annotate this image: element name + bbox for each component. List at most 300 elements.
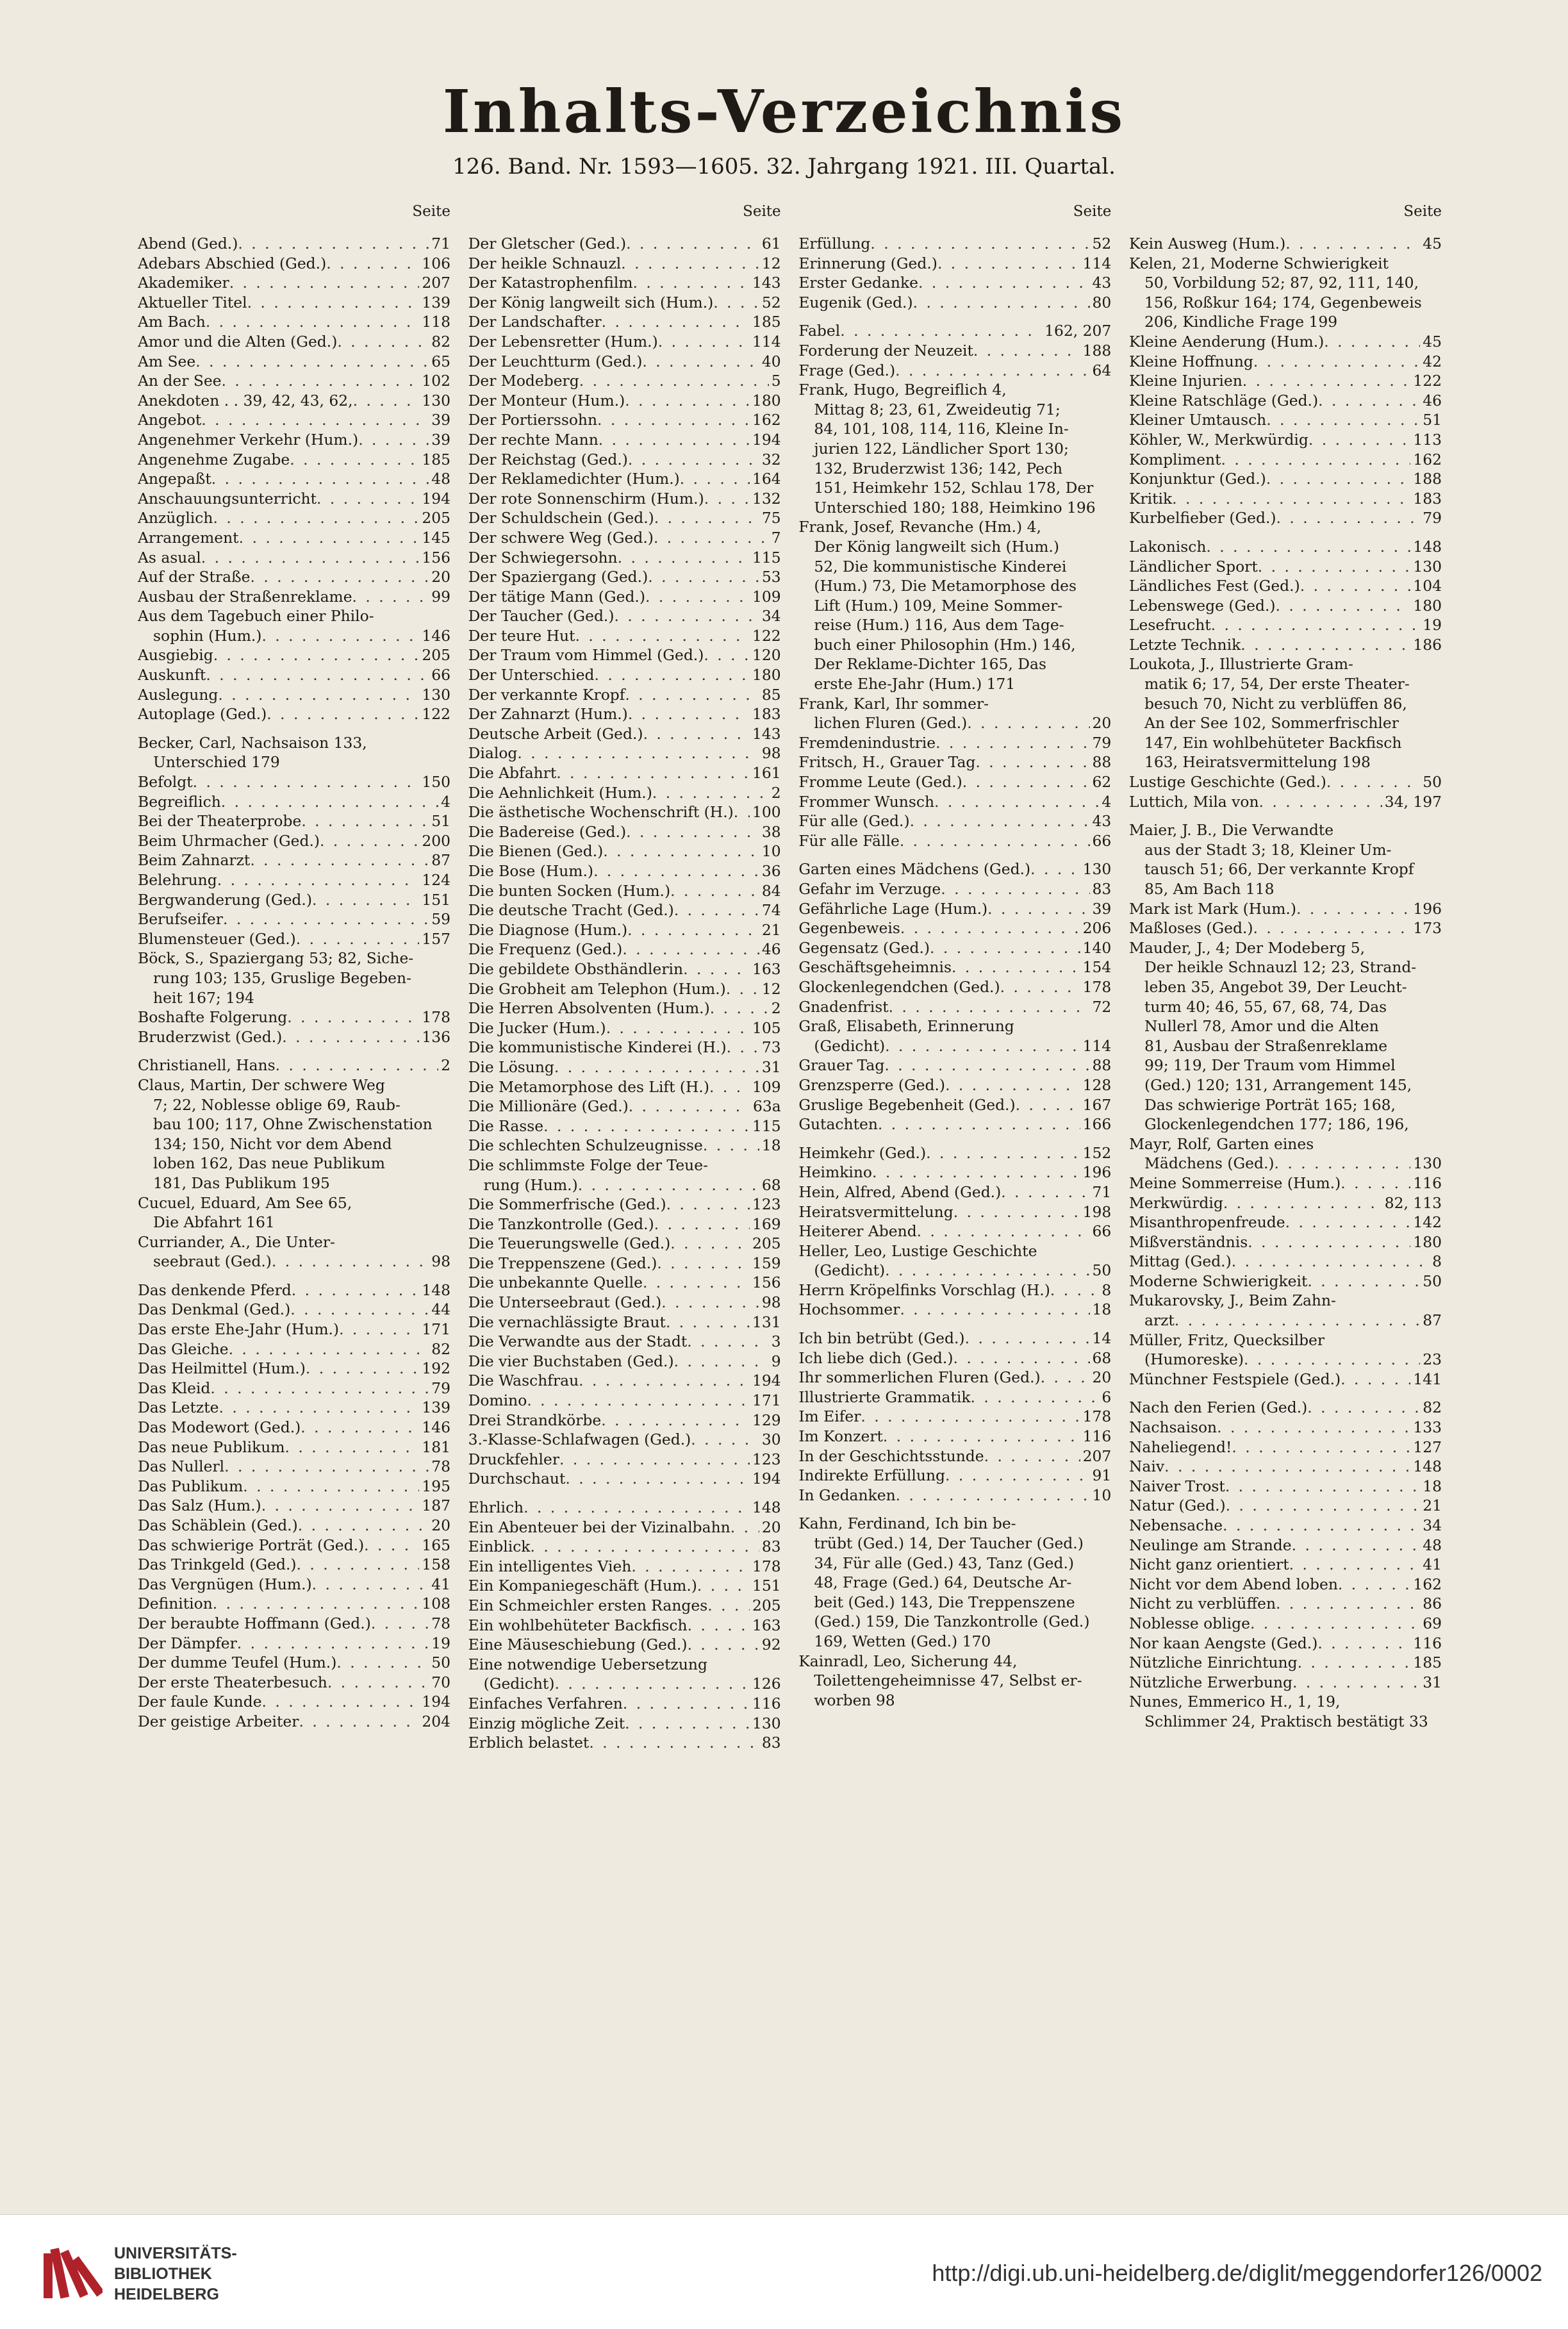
entry-page-number: 140: [1082, 938, 1112, 957]
entry-title: Domino: [468, 1391, 527, 1410]
entry-title: Bei der Theaterprobe: [138, 812, 302, 831]
entry-title: Der geistige Arbeiter: [138, 1712, 299, 1730]
index-entry: [138, 1594, 450, 1614]
dot-leader: [973, 341, 1080, 361]
entry-title: Belehrung: [138, 871, 217, 889]
entry-title: Beim Zahnarzt: [138, 851, 251, 870]
dot-leader: [210, 1379, 429, 1398]
index-entry: [798, 1095, 1111, 1115]
entry-page-number: 105: [752, 1018, 781, 1037]
entry-page-number: 2: [771, 783, 781, 802]
entry-title: Frank, Karl, Ihr sommer-: [798, 694, 989, 713]
index-entry: [468, 1596, 781, 1616]
index-entry: [468, 548, 781, 568]
entry-title: Die Abfahrt: [468, 764, 557, 783]
index-entry: [468, 1234, 781, 1254]
dot-leader: [661, 1293, 759, 1313]
entry-page-number: 122: [752, 626, 781, 645]
entry-title: Christianell, Hans: [138, 1056, 276, 1075]
entry-page-number: 162, 207: [1044, 322, 1112, 340]
entry-page-number: 180: [752, 666, 781, 684]
entry-title: Einzig mögliche Zeit: [468, 1714, 625, 1732]
index-entry: [798, 1036, 1111, 1056]
dot-leader: [296, 929, 420, 949]
entry-title: 99; 119, Der Traum vom Himmel: [1144, 1056, 1396, 1075]
entry-page-number: 46: [1423, 391, 1442, 410]
entry-page-number: 85: [761, 685, 781, 704]
entry-page-number: 23: [1423, 1350, 1442, 1369]
entry-page-number: 21: [761, 920, 781, 939]
index-entry: [468, 940, 781, 959]
entry-title: Das Schäblein (Ged.): [138, 1516, 298, 1534]
dot-leader: [934, 792, 1099, 812]
index-entry: [1129, 1555, 1442, 1575]
index-entry: [138, 733, 450, 753]
entry-page-number: 128: [1082, 1075, 1112, 1094]
entry-page-number: 87: [1423, 1311, 1442, 1330]
index-entry: [798, 713, 1111, 733]
index-entry: [468, 1332, 781, 1352]
index-entry: [798, 400, 1111, 420]
index-column-3: [798, 202, 1111, 2157]
entry-page-number: 45: [1423, 332, 1442, 351]
entry-page-number: 9: [771, 1352, 781, 1370]
dot-leader: [1341, 1370, 1410, 1389]
entry-page-number: 122: [1413, 372, 1442, 390]
entry-title: Der rechte Mann: [468, 430, 598, 449]
index-entry: [468, 783, 781, 803]
section-gap: [138, 1272, 450, 1281]
index-entry: [798, 1281, 1111, 1300]
index-entry: [468, 1694, 781, 1714]
library-name[interactable]: [114, 2243, 237, 2305]
entry-page-number: 14: [1092, 1329, 1112, 1348]
dot-leader: [688, 1635, 759, 1655]
entry-page-number: 61: [761, 235, 781, 253]
entry-page-number: 164: [752, 470, 781, 488]
entry-title: Graß, Elisabeth, Erinnerung: [798, 1017, 1014, 1036]
index-entry: [138, 685, 450, 705]
entry-page-number: 98: [761, 1293, 781, 1312]
entry-title: Gefährliche Lage (Hum.): [798, 899, 988, 918]
index-entry: [138, 811, 450, 831]
dot-leader: [633, 273, 750, 293]
entry-title: Ihr sommerlichen Fluren (Ged.): [798, 1368, 1041, 1387]
index-entry: [1129, 977, 1442, 997]
dot-leader: [1289, 1555, 1421, 1575]
entry-title: Kahn, Ferdinand, Ich bin be-: [798, 1514, 1016, 1533]
entry-title: Erfüllung: [798, 235, 871, 253]
index-entry: [798, 918, 1111, 938]
entry-page-number: 188: [1082, 341, 1112, 360]
index-entry: [468, 1214, 781, 1234]
entry-page-number: 163: [752, 959, 781, 978]
dot-leader: [276, 1056, 439, 1075]
entry-page-number: 44: [431, 1300, 450, 1319]
entry-title: Der heikle Schnauzl: [468, 254, 622, 272]
index-entry: [138, 567, 450, 587]
entry-page-number: 146: [422, 1418, 450, 1437]
dot-leader: [250, 850, 429, 870]
index-entry: [798, 977, 1111, 997]
entry-title: Herrn Kröpelfinks Vorschlag (H.): [798, 1281, 1050, 1299]
dot-leader: [206, 665, 429, 685]
index-entry: [798, 772, 1111, 792]
index-entry: [468, 1254, 781, 1273]
entry-page-number: 50: [1423, 773, 1442, 792]
dot-leader: [1259, 792, 1382, 812]
index-entry: [468, 489, 781, 509]
dot-leader: [1285, 234, 1420, 254]
entry-page-number: 192: [422, 1359, 450, 1378]
dot-leader: [238, 234, 429, 254]
entry-title: 156, Roßkur 164; 174, Gegenbeweis: [1144, 293, 1422, 311]
entry-page-number: 106: [422, 254, 450, 272]
entry-title: Die Sommerfrische (Ged.): [468, 1195, 666, 1214]
index-entry: [138, 508, 450, 528]
entry-page-number: 8: [1432, 1252, 1442, 1271]
entry-title: Ein wohlbehüteter Backfisch: [468, 1616, 688, 1634]
entry-page-number: 124: [422, 871, 450, 889]
index-entry: [1129, 957, 1442, 977]
entry-title: 52, Die kommunistische Kinderei: [814, 557, 1067, 576]
entry-title: besuch 70, Nicht zu verblüffen 86,: [1144, 694, 1407, 713]
dot-leader: [691, 1430, 759, 1450]
entry-title: Hochsommer: [798, 1300, 900, 1319]
index-entry: [1129, 918, 1442, 938]
entry-page-number: 207: [1082, 1446, 1112, 1465]
entry-page-number: 178: [422, 1008, 450, 1027]
entry-title: Durchschaut: [468, 1470, 566, 1488]
index-entry: [468, 626, 781, 646]
dot-leader: [1206, 537, 1410, 557]
index-entry: [138, 1712, 450, 1732]
index-entry: [138, 1477, 450, 1496]
index-entry: [1129, 840, 1442, 860]
book-shelf-icon[interactable]: [38, 2241, 103, 2305]
entry-page-number: 79: [1092, 733, 1112, 752]
index-entry: [468, 1293, 781, 1313]
dot-leader: [579, 371, 769, 391]
index-entry: [468, 1038, 781, 1057]
entry-title: (Gedicht): [483, 1675, 555, 1693]
dot-leader: [595, 665, 750, 685]
index-entry: [138, 430, 450, 450]
dot-leader: [734, 802, 750, 822]
entry-title: Die Treppenszene (Ged.): [468, 1254, 657, 1272]
dot-leader: [251, 567, 429, 587]
entry-title: Nullerl 78, Amor und die Alten: [1144, 1017, 1379, 1036]
entry-title: Anschauungsunterricht: [138, 489, 317, 508]
entry-title: Der Traum vom Himmel (Ged.): [468, 646, 704, 665]
dot-leader: [195, 352, 429, 372]
index-entry: [1129, 635, 1442, 655]
index-entry: [1129, 1614, 1442, 1634]
index-entry: [1129, 1673, 1442, 1693]
dot-leader: [628, 450, 759, 470]
entry-title: Konjunktur (Ged.): [1128, 470, 1266, 488]
dot-leader: [895, 361, 1089, 381]
index-entry: [1129, 859, 1442, 879]
entry-title: Gutachten: [798, 1115, 878, 1134]
entry-title: Der König langweilt sich (Hum.): [468, 293, 714, 311]
entry-title: Maier, J. B., Die Verwandte: [1128, 821, 1334, 840]
entry-title: Ausgiebig: [138, 646, 213, 665]
dot-leader: [926, 1143, 1080, 1163]
dot-leader: [900, 831, 1090, 851]
dot-leader: [1308, 430, 1410, 450]
index-entry: [138, 1379, 450, 1398]
index-entry: [1129, 1016, 1442, 1036]
entry-title: Das neue Publikum: [138, 1438, 285, 1456]
entry-page-number: 66: [431, 666, 450, 684]
entry-title: Das schwierige Porträt (Ged.): [138, 1536, 365, 1554]
dot-leader: [282, 1027, 419, 1047]
entry-page-number: 115: [752, 548, 781, 567]
entry-title: Kainradl, Leo, Sicherung 44,: [798, 1652, 1018, 1670]
index-entry: [798, 478, 1111, 498]
entry-title: Frank, Josef, Revanche (Hm.) 4,: [798, 518, 1041, 536]
entry-title: Der Dämpfer: [138, 1634, 237, 1652]
index-entry: [138, 1575, 450, 1595]
index-entry: [468, 1674, 781, 1694]
entry-title: Der dumme Teufel (Hum.): [138, 1654, 337, 1672]
index-entry: [1129, 1575, 1442, 1595]
dot-leader: [287, 1007, 419, 1027]
entry-title: Kurbelfieber (Ged.): [1128, 509, 1276, 527]
entry-page-number: 116: [1413, 1634, 1442, 1652]
dot-leader: [648, 567, 759, 587]
page-subtitle: 126. Band. Nr. 1593—1605. 32. Jahrgang 1921. III. Quartal.: [452, 154, 1116, 179]
entry-title: Der Schuldschein (Ged.): [468, 509, 654, 527]
index-entry: [798, 380, 1111, 400]
index-entry: [468, 1450, 781, 1470]
entry-title: Das Gleiche: [138, 1339, 229, 1358]
dot-leader: [709, 1077, 750, 1097]
entry-title: Mukarovsky, J., Beim Zahn-: [1128, 1291, 1336, 1310]
entry-title: Anekdoten . . 39, 42, 43, 62,: [138, 391, 353, 410]
entry-title: Misanthropenfreude: [1128, 1213, 1285, 1232]
index-entry: [138, 1496, 450, 1516]
entry-page-number: 39: [1092, 899, 1112, 918]
index-entry: [1129, 234, 1442, 254]
entry-page-number: 114: [752, 332, 781, 351]
dot-leader: [885, 1261, 1089, 1281]
index-entry: [1129, 371, 1442, 391]
entry-title: Die schlimmste Folge der Teue-: [468, 1156, 708, 1174]
entry-title: Die Abfahrt 161: [153, 1213, 275, 1232]
dot-leader: [206, 312, 420, 332]
entry-title: (Humoreske): [1144, 1350, 1244, 1369]
entry-title: Ausbau der Straßenreklame: [138, 587, 352, 606]
dot-leader: [674, 900, 759, 920]
entry-page-number: 132: [752, 489, 781, 508]
entry-page-number: 130: [1082, 860, 1112, 879]
index-entry: [138, 1075, 450, 1095]
index-entry: [138, 929, 450, 949]
column-header: Seite: [412, 203, 450, 220]
dot-leader: [261, 626, 419, 646]
entry-page-number: 156: [422, 548, 450, 567]
entry-title: Eine Mäuseschiebung (Ged.): [468, 1636, 688, 1654]
index-entry: [138, 1027, 450, 1047]
index-entry: [798, 1163, 1111, 1182]
dot-leader: [643, 1273, 750, 1293]
entry-page-number: 39: [431, 411, 450, 429]
index-entry: [798, 1115, 1111, 1134]
dot-leader: [936, 733, 1089, 753]
dot-leader: [670, 881, 759, 901]
index-entry: [798, 1075, 1111, 1095]
index-entry: [138, 988, 450, 1008]
dot-leader: [1175, 1311, 1420, 1330]
index-entry: [138, 606, 450, 626]
index-entry: [468, 1195, 781, 1214]
index-entry: [468, 704, 781, 724]
index-entry: [468, 234, 781, 254]
entry-page-number: 162: [1413, 450, 1442, 468]
dot-leader: [900, 918, 1080, 938]
index-entry: [138, 332, 450, 352]
entry-page-number: 130: [1413, 1154, 1442, 1173]
dot-leader: [703, 1136, 759, 1156]
entry-title: 181, Das Publikum 195: [153, 1173, 330, 1192]
index-entry: [1129, 1330, 1442, 1350]
dot-leader: [1250, 1614, 1420, 1634]
entry-title: Angenehmer Verkehr (Hum.): [138, 430, 359, 449]
dot-leader: [1318, 391, 1420, 411]
dot-leader: [1341, 1173, 1410, 1193]
entry-title: Das erste Ehe-Jahr (Hum.): [138, 1320, 340, 1339]
dot-leader: [913, 293, 1090, 313]
index-entry: [798, 254, 1111, 274]
dot-leader: [261, 1496, 420, 1516]
index-entry: [468, 1175, 781, 1195]
entry-title: Der beraubte Hoffmann (Ged.): [138, 1614, 371, 1632]
entry-title: Eine notwendige Uebersetzung: [468, 1655, 707, 1673]
index-entry: [798, 1427, 1111, 1446]
entry-page-number: 20: [431, 568, 450, 586]
entry-title: Curriander, A., Die Unter-: [138, 1232, 335, 1251]
entry-title: Illustrierte Grammatik: [798, 1388, 971, 1406]
entry-title: Der erste Theaterbesuch: [138, 1673, 327, 1691]
dot-leader: [299, 1712, 419, 1732]
entry-page-number: 83: [1092, 880, 1112, 898]
entry-title: Fritsch, H., Grauer Tag: [798, 753, 976, 772]
index-entry: [1129, 352, 1442, 372]
dot-leader: [727, 1038, 759, 1057]
index-entry: [468, 254, 781, 274]
entry-title: Die Unterseebraut (Ged.): [468, 1293, 662, 1312]
entry-page-number: 156: [752, 1273, 781, 1292]
entry-title: Aus dem Tagebuch einer Philo-: [138, 607, 374, 626]
index-entry: [1129, 1154, 1442, 1173]
entry-title: Lakonisch: [1128, 537, 1207, 556]
entry-title: Neulinge am Strande: [1128, 1536, 1292, 1554]
index-entry: [798, 899, 1111, 919]
dot-leader: [1223, 1516, 1420, 1536]
dot-leader: [707, 1596, 750, 1616]
entry-page-number: 118: [422, 313, 450, 331]
dot-leader: [704, 645, 750, 665]
dot-leader: [543, 1116, 750, 1136]
index-entry: [1129, 273, 1442, 293]
entry-page-number: 51: [1423, 411, 1442, 429]
index-entry: [138, 968, 450, 988]
entry-page-number: 183: [752, 705, 781, 724]
dot-leader: [603, 841, 759, 861]
entry-title: Mark ist Mark (Hum.): [1128, 899, 1296, 918]
entry-page-number: 83: [761, 1734, 781, 1752]
entry-page-number: 69: [1423, 1614, 1442, 1632]
entry-title: Bruderzwist (Ged.): [138, 1027, 283, 1046]
entry-title: Nor kaan Aengste (Ged.): [1128, 1634, 1318, 1652]
entry-page-number: 115: [752, 1116, 781, 1135]
index-entry: [138, 1213, 450, 1232]
dot-leader: [371, 1614, 429, 1634]
index-entry: [1129, 254, 1442, 274]
dot-leader: [704, 489, 750, 509]
dot-leader: [578, 1175, 759, 1195]
entry-page-number: 88: [1092, 753, 1112, 772]
entry-title: Die bunten Socken (Hum.): [468, 881, 671, 900]
index-entry: [1129, 1291, 1442, 1311]
index-entry: [1129, 489, 1442, 509]
index-entry: [1129, 508, 1442, 528]
dot-leader: [517, 743, 759, 763]
section-gap: [1129, 528, 1442, 537]
index-entry: [468, 959, 781, 979]
index-entry: [798, 293, 1111, 313]
index-entry: [1129, 1438, 1442, 1457]
permalink-url[interactable]: http://digi.ub.uni-heidelberg.de/diglit/meggendorfer126/0002: [932, 2260, 1542, 2286]
dot-leader: [290, 1300, 429, 1320]
dot-leader: [229, 273, 420, 293]
entry-title: Mittag (Ged.): [1128, 1252, 1232, 1271]
entry-title: Cucuel, Eduard, Am See 65,: [138, 1193, 352, 1212]
entry-title: 163, Heiratsvermittelung 198: [1144, 753, 1371, 772]
entry-title: Garten eines Mädchens (Ged.): [798, 860, 1031, 879]
entry-title: Ein intelligentes Vieh: [468, 1557, 632, 1575]
entry-title: Erster Gedanke: [798, 274, 918, 292]
index-entry: [798, 635, 1111, 655]
column-header: Seite: [1073, 203, 1112, 220]
entry-page-number: 18: [1092, 1300, 1112, 1319]
entry-title: In der Geschichtsstunde: [798, 1446, 984, 1465]
entry-title: Der teure Hut: [468, 626, 575, 645]
entry-title: Bergwanderung (Ged.): [138, 890, 312, 909]
index-entry: [1129, 820, 1442, 840]
entry-page-number: 10: [761, 842, 781, 861]
dot-leader: [625, 1714, 750, 1734]
entry-page-number: 180: [752, 391, 781, 410]
entry-title: Claus, Martin, Der schwere Weg: [138, 1075, 385, 1094]
entry-title: Ländlicher Sport: [1128, 557, 1258, 576]
index-entry: [798, 1632, 1111, 1652]
dot-leader: [1164, 1457, 1410, 1477]
entry-page-number: 186: [1413, 635, 1442, 654]
entry-page-number: 145: [422, 528, 450, 547]
entry-page-number: 204: [422, 1712, 450, 1730]
entry-page-number: 146: [422, 626, 450, 645]
dot-leader: [885, 1036, 1080, 1056]
entry-title: (Gedicht): [814, 1261, 886, 1280]
index-entry: [468, 841, 781, 861]
dot-leader: [674, 1352, 769, 1372]
entry-title: Lustige Geschichte (Ged.): [1128, 773, 1326, 792]
entry-page-number: 165: [422, 1536, 450, 1554]
entry-page-number: 20: [761, 1518, 781, 1536]
